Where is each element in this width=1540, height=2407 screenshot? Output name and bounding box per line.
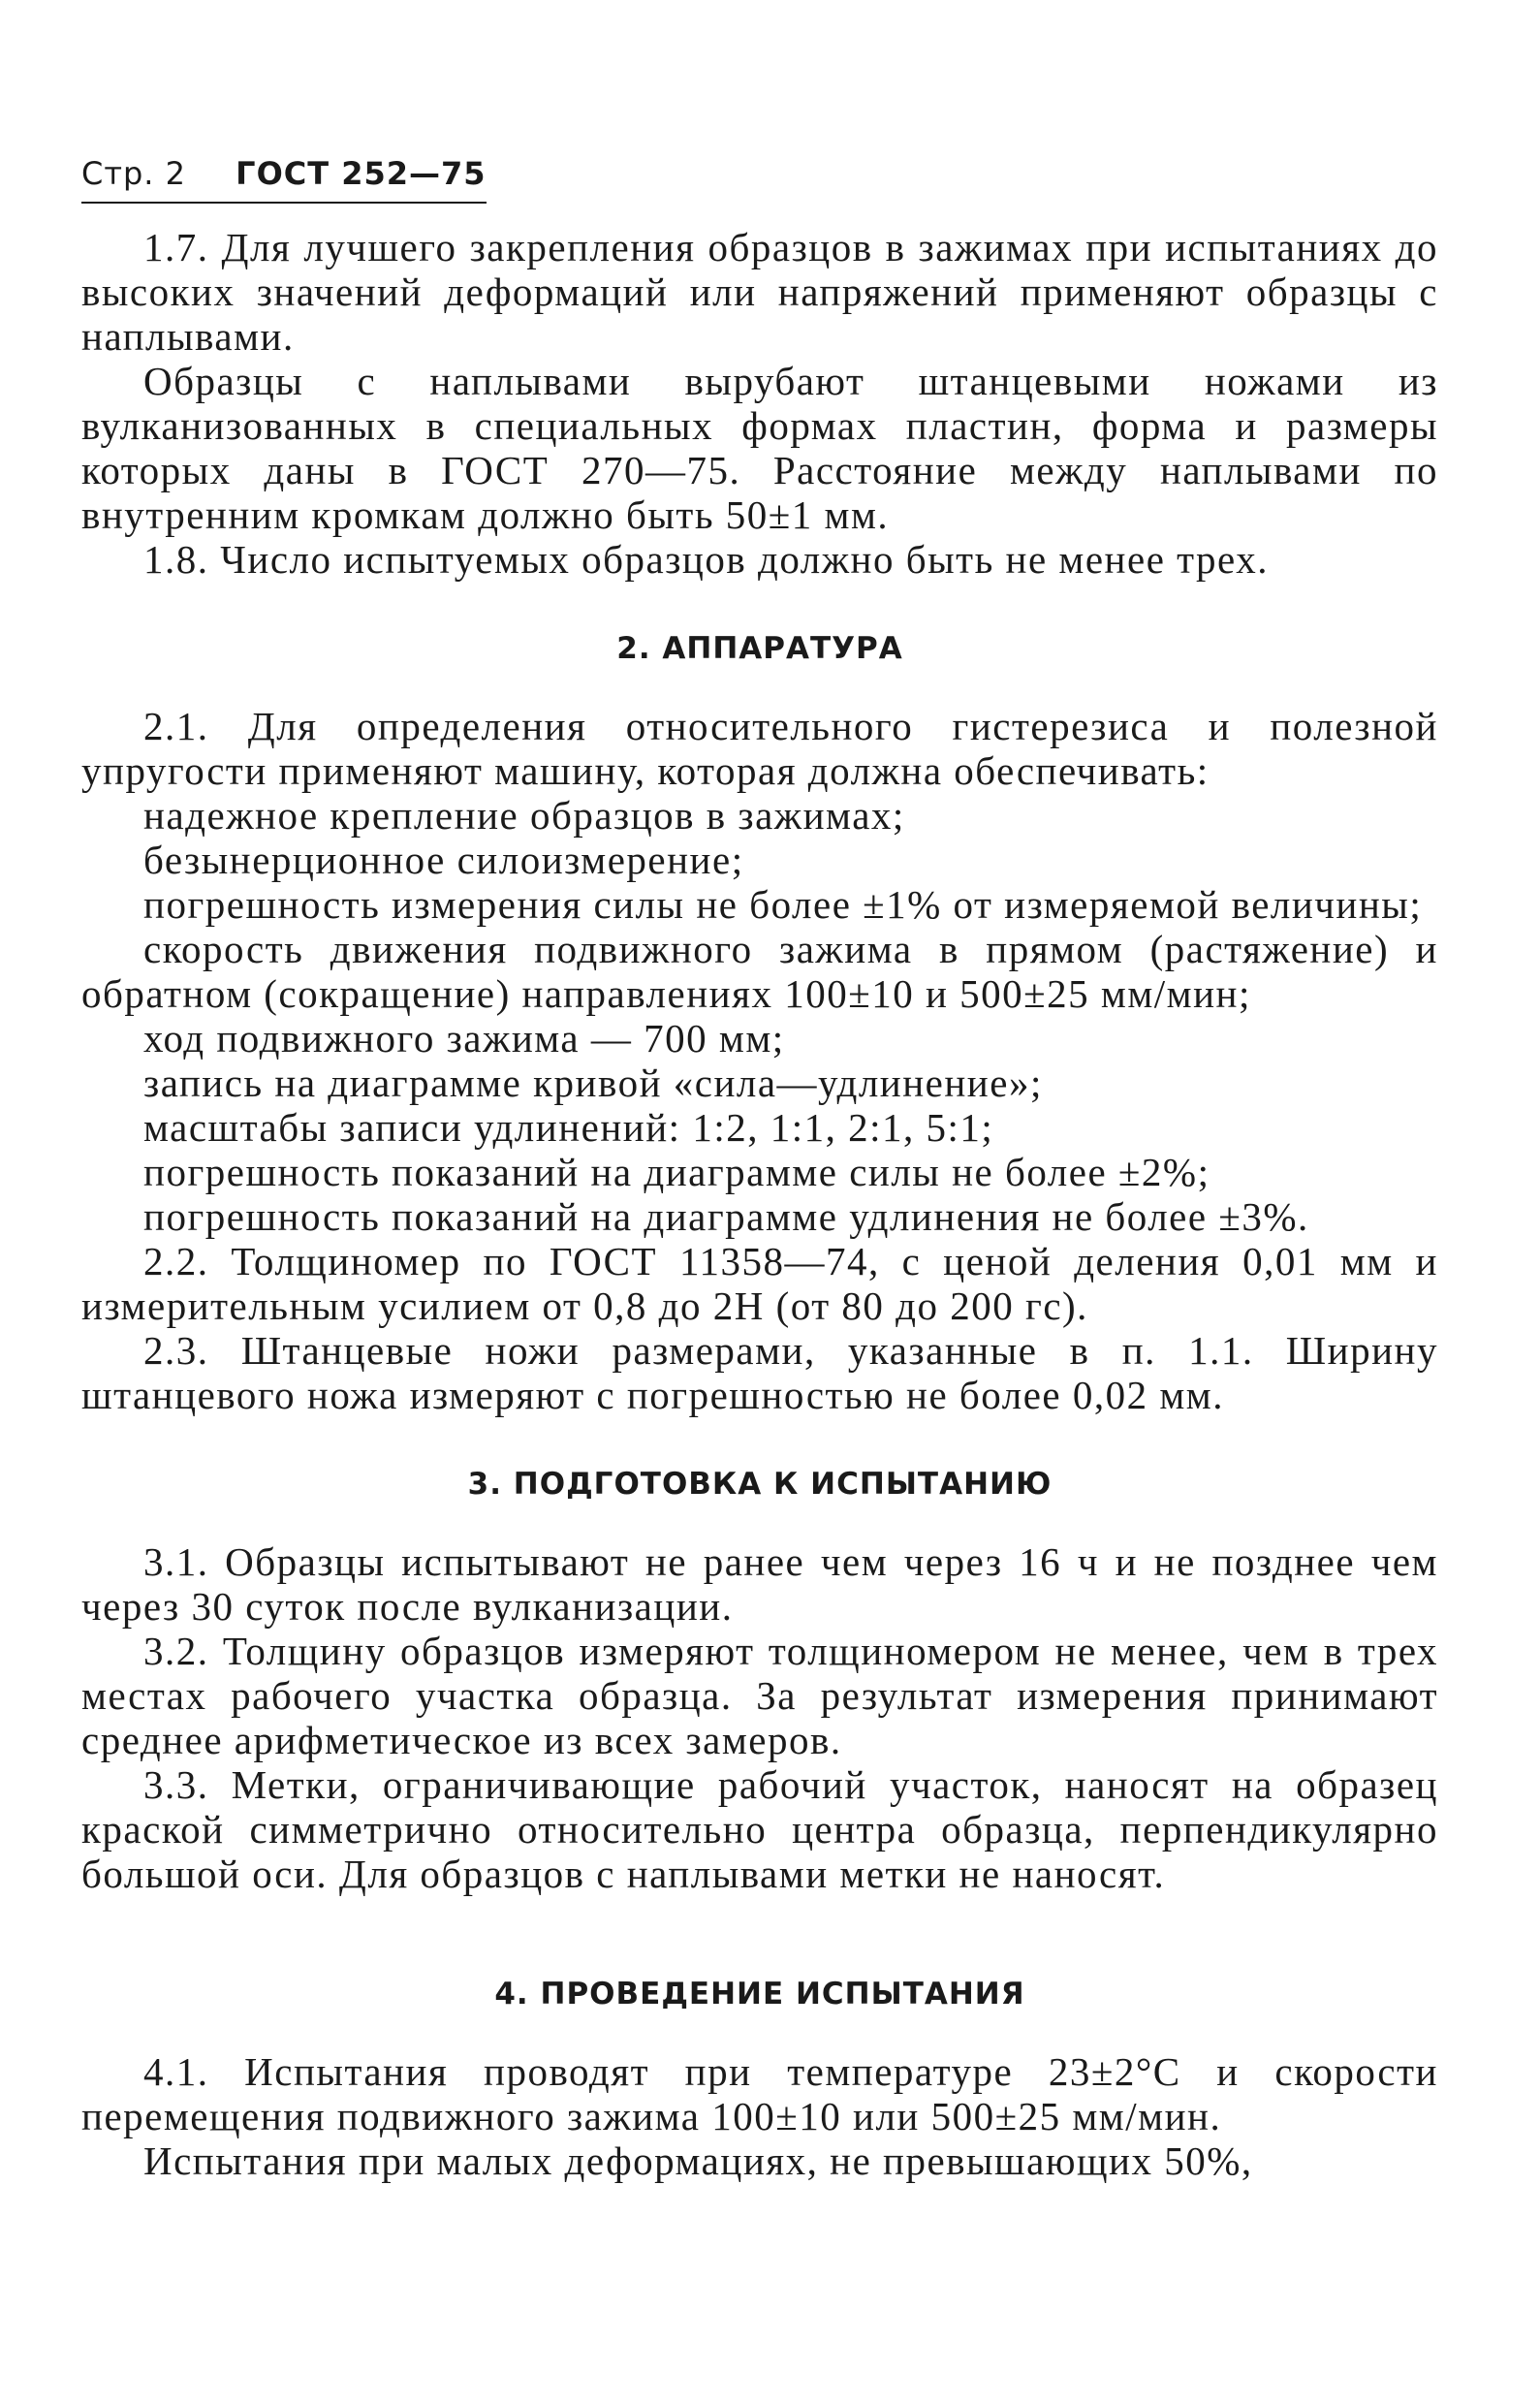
clause-2-3: 2.3. Штанцевые ножи размерами, указанные в п. 1.1. Ширину штанцевого ножа измеряют с погрешностью не более 0,02 мм.	[81, 1328, 1438, 1417]
section-4-title: 4. ПРОВЕДЕНИЕ ИСПЫТАНИЯ	[494, 1977, 1025, 2011]
clause-2-1: 2.1. Для определения относительного гистерезиса и полезной упругости применяют машину, которая должна обеспечивать:	[81, 704, 1438, 793]
requirement-item: скорость движения подвижного зажима в прямом (растяжение) и обратном (сокращение) направлениях 100±10 и 500±25 мм/мин;	[81, 927, 1438, 1016]
page-number: Стр. 2	[81, 155, 186, 192]
clause-2-2: 2.2. Толщиномер по ГОСТ 11358—74, с ценой деления 0,01 мм и измерительным усилием от 0,8 до 2Н (от 80 до 200 гс).	[81, 1239, 1438, 1328]
section-2-title: 2. АППАРАТУРА	[616, 631, 903, 666]
clause-1-7-continued: Образцы с наплывами вырубают штанцевыми ножами из вулканизованных в специальных формах пластин, форма и размеры которых даны в ГОСТ 270—75. Расстояние между наплывами по внутренним кромкам должно быть 50±1 мм.	[81, 359, 1438, 537]
document-page	[81, 155, 1438, 2183]
document-body	[81, 225, 1438, 2183]
requirement-item: масштабы записи удлинений: 1:2, 1:1, 2:1, 5:1;	[143, 1105, 994, 1150]
requirement-item: погрешность показаний на диаграмме силы не более ±2%;	[143, 1150, 1210, 1194]
clause-4-1: 4.1. Испытания проводят при температуре 23±2°С и скорости перемещения подвижного зажима 100±10 или 500±25 мм/мин.	[81, 2049, 1438, 2138]
requirement-item: запись на диаграмме кривой «сила—удлинение»;	[143, 1061, 1043, 1105]
clause-1-7: 1.7. Для лучшего закрепления образцов в зажимах при испытаниях до высоких значений деформаций или напряжений применяют образцы с наплывами.	[81, 225, 1438, 359]
requirement-item: погрешность измерения силы не более ±1% от измеряемой величины;	[143, 882, 1423, 927]
clause-3-1: 3.1. Образцы испытывают не ранее чем через 16 ч и не позднее чем через 30 суток после вулканизации.	[81, 1539, 1438, 1629]
running-header	[81, 155, 487, 204]
clause-4-1-continued: Испытания при малых деформациях, не превышающих 50%,	[143, 2138, 1253, 2183]
requirement-item: безынерционное силоизмерение;	[143, 838, 744, 882]
requirement-item: ход подвижного зажима — 700 мм;	[143, 1016, 785, 1061]
section-3-title: 3. ПОДГОТОВКА К ИСПЫТАНИЮ	[467, 1467, 1053, 1502]
clause-3-2: 3.2. Толщину образцов измеряют толщиномером не менее, чем в трех местах рабочего участка образца. За результат измерения принимают среднее арифметическое из всех замеров.	[81, 1629, 1438, 1762]
standard-code: ГОСТ 252—75	[236, 155, 487, 192]
clause-1-8: 1.8. Число испытуемых образцов должно быть не менее трех.	[143, 537, 1269, 582]
requirement-item: надежное крепление образцов в зажимах;	[143, 793, 905, 838]
clause-3-3: 3.3. Метки, ограничивающие рабочий участок, наносят на образец краской симметрично относительно центра образца, перпендикулярно большой оси. Для образцов с наплывами метки не наносят.	[81, 1762, 1438, 1896]
requirement-item: погрешность показаний на диаграмме удлинения не более ±3%.	[143, 1194, 1309, 1239]
